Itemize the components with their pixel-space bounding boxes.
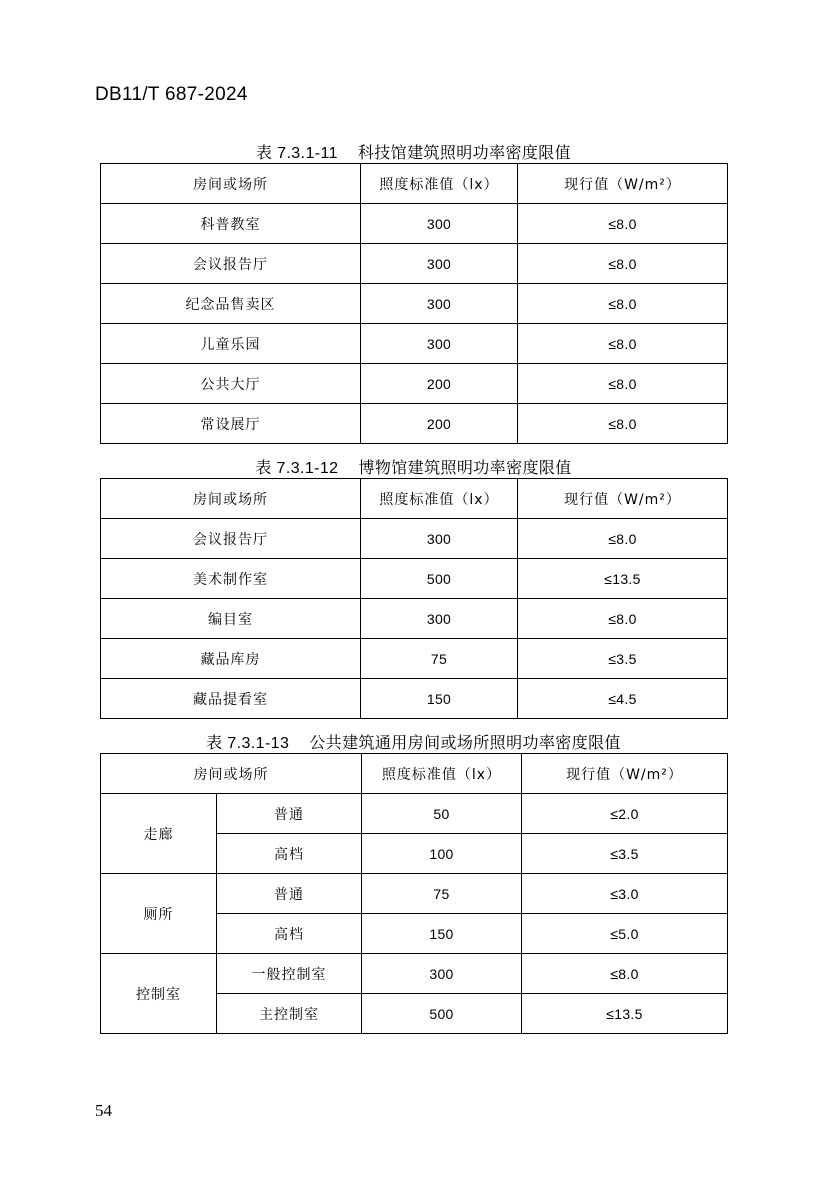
table-row: [101, 639, 728, 679]
column-header: 现行值（W/m²）: [518, 164, 728, 204]
table-header-row: [101, 164, 728, 204]
lpd-cell: ≤8.0: [518, 404, 728, 444]
column-header: 房间或场所: [101, 754, 362, 794]
table-row: [101, 679, 728, 719]
room-cell: 常设展厅: [101, 404, 361, 444]
illuminance-cell: 150: [361, 679, 518, 719]
table-title: 博物馆建筑照明功率密度限值: [358, 458, 572, 477]
table-row: [101, 364, 728, 404]
table-caption: [100, 730, 727, 753]
general-rooms-table: [100, 753, 728, 1034]
table-row: [101, 519, 728, 559]
column-header: 现行值（W/m²）: [522, 754, 728, 794]
lpd-cell: ≤3.5: [518, 639, 728, 679]
table-title: 公共建筑通用房间或场所照明功率密度限值: [309, 733, 621, 752]
room-group-cell: 走廊: [101, 794, 217, 874]
table-row: [101, 324, 728, 364]
room-grade-cell: 高档: [217, 834, 362, 874]
column-header: 照度标准值（lx）: [361, 164, 518, 204]
table-row: [101, 404, 728, 444]
table-row: [101, 244, 728, 284]
page-number: 54: [95, 1101, 112, 1120]
table-caption: [100, 455, 727, 478]
lpd-cell: ≤8.0: [518, 284, 728, 324]
illuminance-cell: 75: [361, 639, 518, 679]
table-row: [101, 599, 728, 639]
lpd-cell: ≤8.0: [518, 364, 728, 404]
document-code: DB11/T 687-2024: [95, 84, 248, 105]
room-grade-cell: 普通: [217, 874, 362, 914]
lpd-cell: ≤8.0: [518, 204, 728, 244]
column-header: 现行值（W/m²）: [518, 479, 728, 519]
lpd-cell: ≤3.0: [522, 874, 728, 914]
room-grade-cell: 普通: [217, 794, 362, 834]
lpd-cell: ≤4.5: [518, 679, 728, 719]
table-title: 科技馆建筑照明功率密度限值: [357, 143, 572, 162]
table-row: [101, 954, 728, 994]
table-row: [101, 559, 728, 599]
science-museum-table: [100, 163, 728, 444]
table-header-row: [101, 479, 728, 519]
illuminance-cell: 500: [361, 559, 518, 599]
illuminance-cell: 200: [361, 404, 518, 444]
table-header-row: [101, 754, 728, 794]
column-header: 照度标准值（lx）: [361, 479, 518, 519]
room-cell: 会议报告厅: [101, 244, 361, 284]
lpd-cell: ≤8.0: [522, 954, 728, 994]
illuminance-cell: 50: [362, 794, 522, 834]
illuminance-cell: 150: [362, 914, 522, 954]
lpd-cell: ≤8.0: [518, 244, 728, 284]
table-number: 表 7.3.1-13: [206, 735, 290, 752]
room-group-cell: 厕所: [101, 874, 217, 954]
lpd-cell: ≤8.0: [518, 324, 728, 364]
room-cell: 美术制作室: [101, 559, 361, 599]
lpd-cell: ≤3.5: [522, 834, 728, 874]
column-header: 照度标准值（lx）: [362, 754, 522, 794]
room-cell: 纪念品售卖区: [101, 284, 361, 324]
illuminance-cell: 75: [362, 874, 522, 914]
room-cell: 藏品库房: [101, 639, 361, 679]
room-group-cell: 控制室: [101, 954, 217, 1034]
illuminance-cell: 300: [361, 519, 518, 559]
table-row: [101, 794, 728, 834]
illuminance-cell: 300: [361, 599, 518, 639]
table-row: [101, 874, 728, 914]
lpd-cell: ≤5.0: [522, 914, 728, 954]
table-caption: [100, 140, 727, 163]
illuminance-cell: 300: [361, 324, 518, 364]
table-row: [101, 284, 728, 324]
room-cell: 会议报告厅: [101, 519, 361, 559]
table-number: 表 7.3.1-11: [255, 145, 338, 162]
lpd-cell: ≤13.5: [518, 559, 728, 599]
room-cell: 编目室: [101, 599, 361, 639]
table-number: 表 7.3.1-12: [255, 460, 339, 477]
room-cell: 儿童乐园: [101, 324, 361, 364]
illuminance-cell: 300: [361, 204, 518, 244]
room-cell: 公共大厅: [101, 364, 361, 404]
illuminance-cell: 300: [362, 954, 522, 994]
room-grade-cell: 主控制室: [217, 994, 362, 1034]
lpd-cell: ≤8.0: [518, 599, 728, 639]
column-header: 房间或场所: [101, 479, 361, 519]
illuminance-cell: 100: [362, 834, 522, 874]
lpd-cell: ≤2.0: [522, 794, 728, 834]
table-row: [101, 204, 728, 244]
room-cell: 藏品提看室: [101, 679, 361, 719]
room-grade-cell: 高档: [217, 914, 362, 954]
illuminance-cell: 300: [361, 284, 518, 324]
room-grade-cell: 一般控制室: [217, 954, 362, 994]
lpd-cell: ≤8.0: [518, 519, 728, 559]
lpd-cell: ≤13.5: [522, 994, 728, 1034]
illuminance-cell: 200: [361, 364, 518, 404]
column-header: 房间或场所: [101, 164, 361, 204]
museum-table: [100, 478, 728, 719]
illuminance-cell: 300: [361, 244, 518, 284]
room-cell: 科普教室: [101, 204, 361, 244]
illuminance-cell: 500: [362, 994, 522, 1034]
